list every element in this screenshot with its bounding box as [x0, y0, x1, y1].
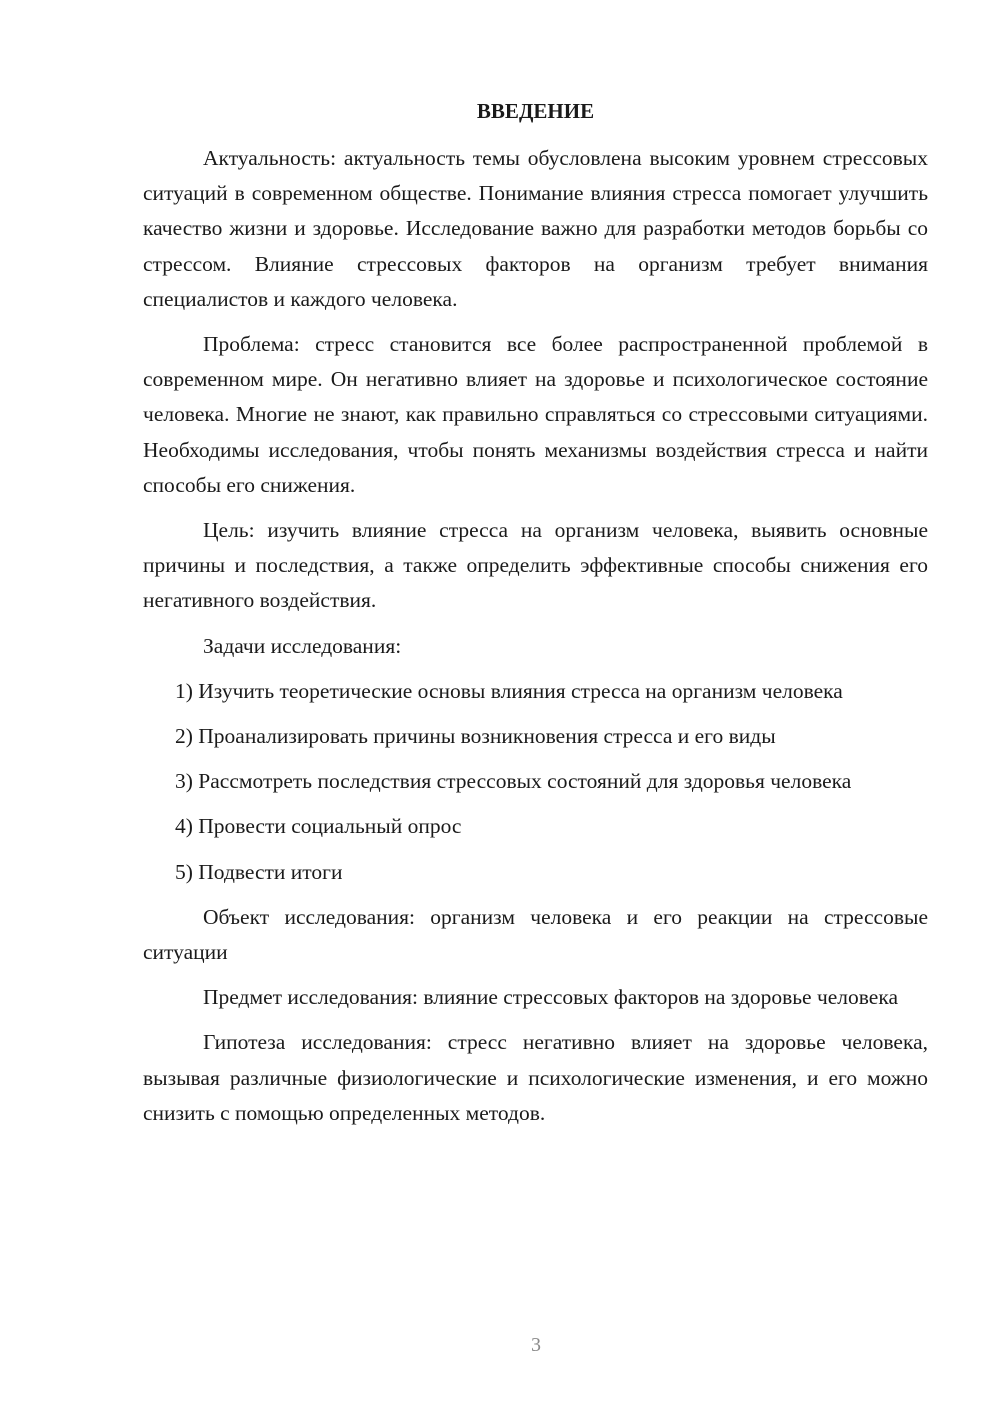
relevance-paragraph: Актуальность: актуальность темы обусловлена высоким уровнем стрессовых ситуаций в современном обществе. Понимание влияния стресса помогает улучшить качество жизни и здоровье. Исследование важно для разработки методов борьбы со стрессом. Влияние стрессовых факторов на организм требует внимания специалистов и каждого человека.	[143, 146, 928, 311]
goal-paragraph: Цель: изучить влияние стресса на организм человека, выявить основные причины и последствия, а также определить эффективные способы снижения его негативного воздействия.	[143, 518, 928, 613]
task-item-2: 2) Проанализировать причины возникновения стресса и его виды	[175, 724, 776, 749]
task-item-1: 1) Изучить теоретические основы влияния стресса на организм человека	[175, 678, 843, 703]
tasks-heading: Задачи исследования:	[203, 633, 402, 658]
research-subject-paragraph: Предмет исследования: влияние стрессовых факторов на здоровье человека	[203, 985, 899, 1010]
research-object-paragraph: Объект исследования: организм человека и его реакции на стрессовые ситуации	[143, 904, 928, 965]
task-item-5: 5) Подвести итоги	[175, 859, 343, 884]
page-number: 3	[531, 1334, 541, 1356]
page-title: ВВЕДЕНИЕ	[476, 99, 595, 123]
task-item-4: 4) Провести социальный опрос	[175, 814, 462, 839]
document-body	[143, 141, 928, 1131]
hypothesis-paragraph: Гипотеза исследования: стресс негативно влияет на здоровье человека, вызывая различные физиологические и психологические изменения, и его можно снизить с помощью определенных методов.	[143, 1030, 928, 1125]
problem-paragraph: Проблема: стресс становится все более распространенной проблемой в современном мире. Он негативно влияет на здоровье и психологическое состояние человека. Многие не знают, как правильно справляться со стрессовыми ситуациями. Необходимы исследования, чтобы понять механизмы воздействия стресса и найти способы его снижения.	[143, 332, 928, 497]
task-item-3: 3) Рассмотреть последствия стрессовых состояний для здоровья человека	[175, 769, 852, 794]
